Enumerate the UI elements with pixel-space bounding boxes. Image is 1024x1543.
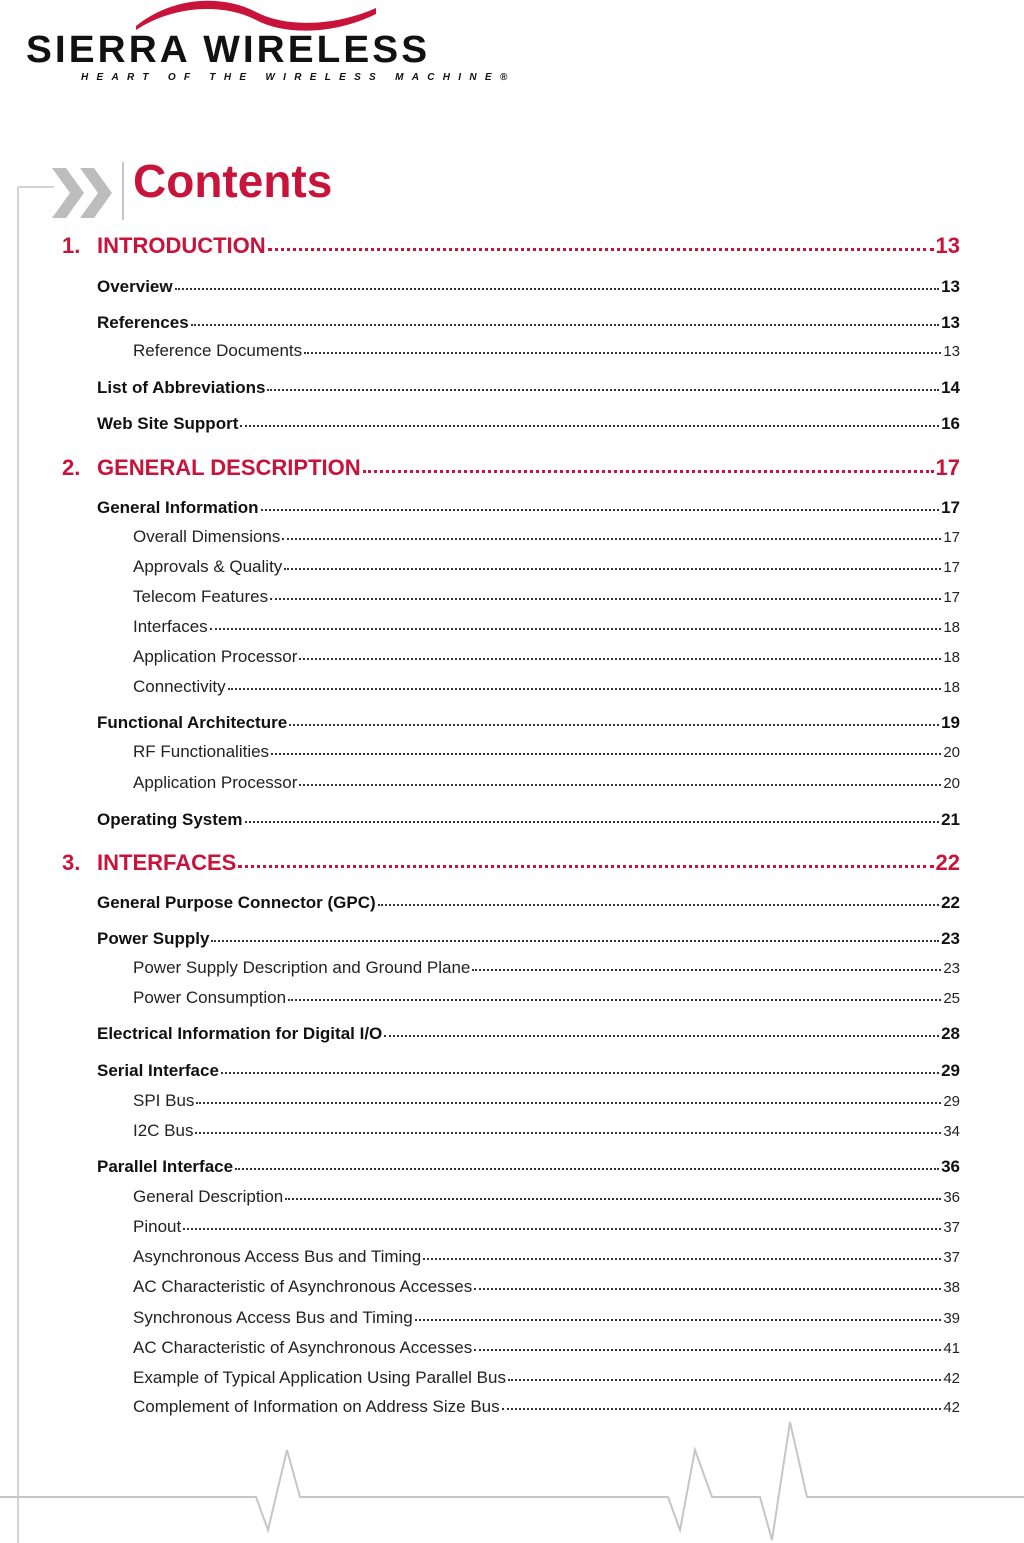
toc-subentry[interactable] bbox=[133, 988, 960, 1008]
toc-page-number: 22 bbox=[935, 850, 960, 875]
toc-leader bbox=[261, 509, 940, 511]
toc-entry-label: Functional Architecture bbox=[97, 713, 288, 732]
logo-wordmark: SIERRA WIRELESS bbox=[26, 29, 431, 71]
toc-leader bbox=[299, 658, 941, 660]
toc-entry-label: I2C Bus bbox=[133, 1121, 194, 1140]
toc-leader bbox=[240, 425, 939, 427]
toc-page-number: 25 bbox=[943, 990, 960, 1007]
toc-entry-label: Example of Typical Application Using Parallel Bus bbox=[133, 1368, 506, 1387]
toc-page-number: 19 bbox=[941, 713, 960, 732]
toc-subentry[interactable] bbox=[133, 773, 960, 793]
toc-page-number: 17 bbox=[943, 529, 960, 546]
toc-page-number: 17 bbox=[935, 455, 960, 480]
toc-entry-label: RF Functionalities bbox=[133, 742, 270, 761]
toc-page-number: 16 bbox=[941, 414, 960, 433]
toc-chapter-introduction[interactable] bbox=[62, 233, 960, 259]
toc-entry-label: Application Processor bbox=[133, 773, 298, 792]
toc-subentry[interactable] bbox=[133, 527, 960, 547]
toc-entry[interactable] bbox=[97, 810, 960, 830]
toc-entry-label: INTRODUCTION bbox=[97, 233, 266, 258]
toc-entry-label: Overview bbox=[97, 277, 173, 296]
toc-leader bbox=[472, 969, 941, 971]
toc-entry-label: Asynchronous Access Bus and Timing bbox=[133, 1247, 422, 1266]
toc-entry[interactable] bbox=[97, 498, 960, 518]
toc-page-number: 22 bbox=[941, 893, 960, 912]
toc-page-number: 17 bbox=[943, 559, 960, 576]
toc-chapter-number: 3. bbox=[62, 850, 81, 875]
toc-page-number: 38 bbox=[943, 1279, 960, 1296]
toc-leader bbox=[267, 389, 939, 391]
toc-entry-label: INTERFACES bbox=[97, 850, 237, 875]
toc-entry[interactable] bbox=[97, 1061, 960, 1081]
toc-page-number: 13 bbox=[941, 313, 960, 332]
toc-leader bbox=[196, 1102, 941, 1104]
toc-entry-label: Operating System bbox=[97, 810, 243, 829]
toc-leader bbox=[238, 865, 933, 868]
toc-subentry[interactable] bbox=[133, 1368, 960, 1388]
toc-subentry[interactable] bbox=[133, 557, 960, 577]
toc-page-number: 41 bbox=[943, 1340, 960, 1357]
toc-subentry[interactable] bbox=[133, 1121, 960, 1141]
toc-page-number: 20 bbox=[943, 775, 960, 792]
toc-subentry[interactable] bbox=[133, 617, 960, 637]
toc-entry-label: Telecom Features bbox=[133, 587, 269, 606]
toc-entry-label: Complement of Information on Address Size Bus bbox=[133, 1397, 500, 1416]
toc-subentry[interactable] bbox=[133, 1308, 960, 1328]
toc-page-number: 36 bbox=[941, 1157, 960, 1176]
toc-entry-label: Electrical Information for Digital I/O bbox=[97, 1024, 383, 1043]
toc-leader bbox=[378, 904, 939, 906]
toc-subentry[interactable] bbox=[133, 1277, 960, 1297]
toc-subentry[interactable] bbox=[133, 742, 960, 762]
toc-page-number: 13 bbox=[941, 277, 960, 296]
toc-page-number: 28 bbox=[941, 1024, 960, 1043]
toc-page-number: 13 bbox=[935, 233, 960, 258]
toc-leader bbox=[502, 1408, 942, 1410]
toc-leader bbox=[271, 753, 941, 755]
toc-leader bbox=[299, 784, 941, 786]
toc-subentry[interactable] bbox=[133, 1091, 960, 1111]
toc-leader bbox=[285, 1198, 941, 1200]
toc-leader bbox=[210, 628, 942, 630]
toc-chapter-general-description[interactable] bbox=[62, 455, 960, 481]
toc-leader bbox=[415, 1319, 942, 1321]
toc-leader bbox=[384, 1035, 939, 1037]
page-title: Contents bbox=[133, 155, 333, 207]
toc-page-number: 18 bbox=[943, 619, 960, 636]
toc-entry-label: SPI Bus bbox=[133, 1091, 195, 1110]
toc-subentry[interactable] bbox=[133, 1187, 960, 1207]
toc-page-number: 21 bbox=[941, 810, 960, 829]
toc-leader bbox=[268, 248, 934, 251]
toc-entry-label: Parallel Interface bbox=[97, 1157, 234, 1176]
toc-page-number: 29 bbox=[941, 1061, 960, 1080]
toc-page-number: 37 bbox=[943, 1219, 960, 1236]
toc-page-number: 23 bbox=[943, 960, 960, 977]
toc-leader bbox=[191, 324, 939, 326]
toc-entry-label: General Purpose Connector (GPC) bbox=[97, 893, 376, 912]
toc-subentry[interactable] bbox=[133, 1217, 960, 1237]
toc-leader bbox=[228, 688, 942, 690]
toc-subentry[interactable] bbox=[133, 587, 960, 607]
toc-entry-label: Overall Dimensions bbox=[133, 527, 281, 546]
toc-entry[interactable] bbox=[97, 378, 960, 398]
toc-page-number: 39 bbox=[943, 1310, 960, 1327]
toc-leader bbox=[284, 568, 941, 570]
toc-leader bbox=[245, 821, 940, 823]
toc-leader bbox=[363, 470, 934, 473]
toc-entry[interactable] bbox=[97, 713, 960, 733]
toc-entry[interactable] bbox=[97, 414, 960, 434]
toc-entry-label: Reference Documents bbox=[133, 341, 303, 360]
toc-leader bbox=[211, 940, 939, 942]
toc-subentry[interactable] bbox=[133, 1247, 960, 1267]
toc-leader bbox=[282, 538, 941, 540]
toc-subentry[interactable] bbox=[133, 958, 960, 978]
toc-leader bbox=[183, 1228, 941, 1230]
toc-entry-label: AC Characteristic of Asynchronous Accesses bbox=[133, 1338, 473, 1357]
toc-entry[interactable] bbox=[97, 1024, 960, 1044]
toc-page-number: 34 bbox=[943, 1123, 960, 1140]
toc-page-number: 17 bbox=[943, 589, 960, 606]
toc-entry-label: Connectivity bbox=[133, 677, 226, 696]
toc-leader bbox=[175, 288, 939, 290]
toc-entry[interactable] bbox=[97, 1157, 960, 1177]
toc-chapter-interfaces[interactable] bbox=[62, 850, 960, 876]
toc-leader bbox=[508, 1379, 941, 1381]
toc-page-number: 42 bbox=[943, 1370, 960, 1387]
toc-entry-label: Synchronous Access Bus and Timing bbox=[133, 1308, 413, 1327]
toc-entry-label: General Description bbox=[133, 1187, 284, 1206]
toc-entry-label: Application Processor bbox=[133, 647, 298, 666]
toc-entry-label: Interfaces bbox=[133, 617, 208, 636]
toc-entry-label: List of Abbreviations bbox=[97, 378, 266, 397]
logo-tagline: HEART OF THE WIRELESS MACHINE® bbox=[81, 72, 516, 83]
toc-subentry[interactable] bbox=[133, 647, 960, 667]
toc-leader bbox=[289, 724, 939, 726]
toc-leader bbox=[474, 1288, 941, 1290]
toc-leader bbox=[474, 1349, 941, 1351]
toc-entry[interactable] bbox=[97, 313, 960, 333]
toc-entry-label: Power Supply Description and Ground Plane bbox=[133, 958, 471, 977]
toc-leader bbox=[304, 352, 941, 354]
toc-page-number: 14 bbox=[941, 378, 960, 397]
toc-entry-label: AC Characteristic of Asynchronous Accesses bbox=[133, 1277, 473, 1296]
toc-leader bbox=[423, 1258, 941, 1260]
toc-subentry[interactable] bbox=[133, 677, 960, 697]
toc-entry-label: Web Site Support bbox=[97, 414, 239, 433]
toc-page-number: 13 bbox=[943, 343, 960, 360]
toc-leader bbox=[235, 1168, 939, 1170]
toc-leader bbox=[195, 1132, 941, 1134]
toc-subentry[interactable] bbox=[133, 1397, 960, 1417]
toc-page-number: 17 bbox=[941, 498, 960, 517]
toc-page-number: 29 bbox=[943, 1093, 960, 1110]
toc-entry-label: References bbox=[97, 313, 189, 332]
toc-chapter-number: 1. bbox=[62, 233, 81, 258]
toc-entry[interactable] bbox=[97, 277, 960, 297]
toc-subentry[interactable] bbox=[133, 341, 960, 361]
toc-entry-label: General Information bbox=[97, 498, 259, 517]
toc-leader bbox=[221, 1072, 939, 1074]
toc-page-number: 18 bbox=[943, 649, 960, 666]
toc-entry-label: GENERAL DESCRIPTION bbox=[97, 455, 361, 480]
toc-leader bbox=[288, 999, 941, 1001]
toc-entry[interactable] bbox=[97, 893, 960, 913]
toc-page-number: 37 bbox=[943, 1249, 960, 1266]
toc-entry-label: Approvals & Quality bbox=[133, 557, 283, 576]
toc-page-number: 20 bbox=[943, 744, 960, 761]
toc-page-number: 42 bbox=[943, 1399, 960, 1416]
toc-entry-label: Pinout bbox=[133, 1217, 182, 1236]
toc-entry[interactable] bbox=[97, 929, 960, 949]
toc-page-number: 18 bbox=[943, 679, 960, 696]
toc-chapter-number: 2. bbox=[62, 455, 81, 480]
toc-leader bbox=[270, 598, 941, 600]
toc-entry-label: Power Consumption bbox=[133, 988, 287, 1007]
toc-subentry[interactable] bbox=[133, 1338, 960, 1358]
toc-page-number: 23 bbox=[941, 929, 960, 948]
toc-page-number: 36 bbox=[943, 1189, 960, 1206]
toc-entry-label: Serial Interface bbox=[97, 1061, 219, 1080]
toc-entry-label: Power Supply bbox=[97, 929, 210, 948]
